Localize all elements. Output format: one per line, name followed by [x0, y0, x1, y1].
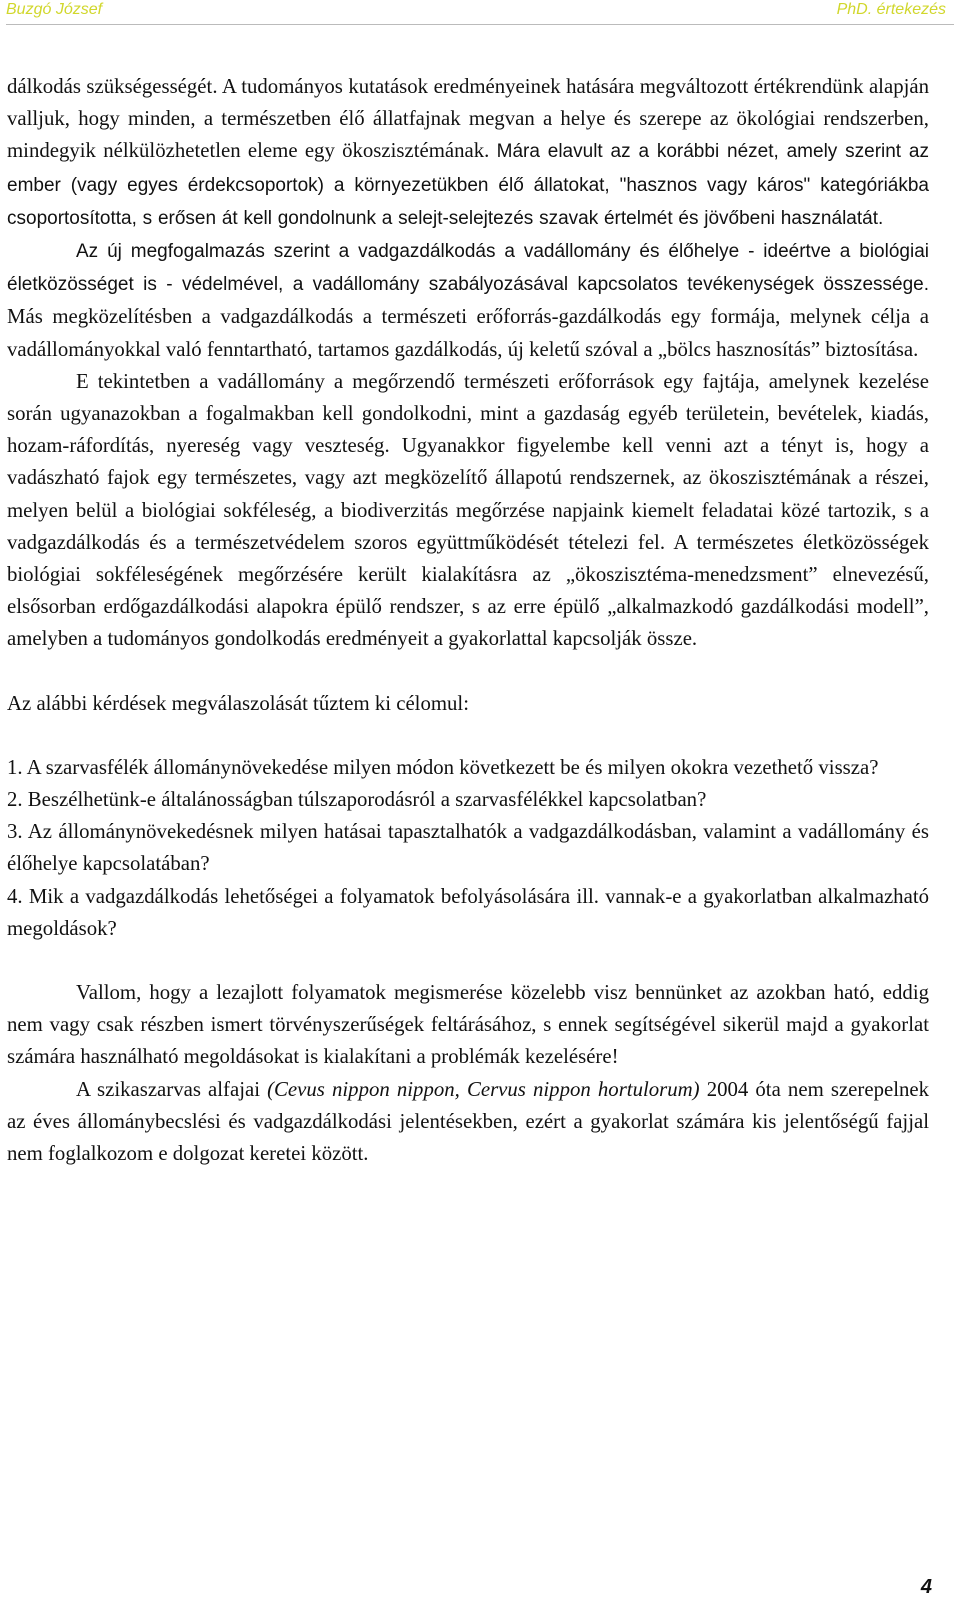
paragraph-2-part-b: Más megközelítésben a vadgazdálkodás a természeti erőforrás-gazdálkodás egy formája, melynek célja a vadállományokkal való fenntartható, tartamos gazdálkodás, új keletű szóval a „bölcs hasznosítás” biztosítása. — [7, 305, 929, 361]
list-item: 4. Mik a vadgazdálkodás lehetőségei a folyamatok befolyásolására ill. vannak-e a gyakorlatban alkalmazható megoldások? — [7, 884, 929, 940]
paragraph-1 — [7, 71, 929, 235]
paragraph-5 — [7, 1074, 929, 1171]
page-number: 4 — [920, 1576, 932, 1598]
paragraph-3: E tekintetben a vadállomány a megőrzendő természeti erőforrások egy fajtája, amelynek kezelése során ugyanazokban a fogalmakban kell gondolkodni, mint a gazdaság egyéb területein, bevételek, kiadás, hozam-ráfordítás, nyereség vagy veszteség. Ugyanakkor figyelembe kell venni azt a tényt is, hogy a vadászható fajok egy természetes, vagy azt megközelítő állapotú rendszernek, az ökoszisztémának a részei, melyen belül a biológiai sokféleség, a biodiverzitás megőrzése napjaink kiemelt feladatai közé tartozik, s a vadgazdálkodás és a természetvédelem szoros együttműködését tételezi fel. A természetes életközösségek biológiai sokféleségének megőrzésére került kialakításra az „ökoszisztéma-menedzsment” elnevezésű, elsősorban erdőgazdálkodási alapokra épülő rendszer, s az erre épülő „alkalmazkodó gazdálkodási modell”, amelyben a tudományos gondolkodás eredményeit a gyakorlattal kapcsolják össze. — [7, 369, 929, 651]
paragraph-4: Vallom, hogy a lezajlott folyamatok megismerése közelebb visz bennünket az azokban ható, eddig nem vagy csak részben ismert törvényszerűségek feltárásához, s ennek segítségével sikerül majd a gyakorlat számára használható megoldásokat is kialakítani a problémák kezelésére! — [7, 981, 929, 1069]
header-divider — [6, 24, 954, 25]
paragraph-2 — [7, 235, 929, 366]
question-list — [7, 752, 929, 945]
list-item: 3. Az állománynövekedésnek milyen hatásai tapasztalhatók a vadgazdálkodásban, valamint a vadállomány és élőhelye kapcsolatában? — [7, 820, 929, 876]
header-doc-type: PhD. értekezés — [836, 1, 946, 18]
questions-intro: Az alábbi kérdések megválaszolását tűztem ki célomul: — [7, 691, 469, 715]
list-item: 1. A szarvasfélék állománynövekedése milyen módon következett be és milyen okokra vezethető vissza? — [7, 755, 879, 779]
paragraph-1-part-a: dálkodás szükségességét. A tudományos kutatások eredményeinek hatására megváltozott értékrendünk alapján valljuk, hogy minden, a természetben élő állatfajnak megvan a helye és szerepe az ökológiai rendszerben, mindegyik nélkülözhetetlen eleme egy ökoszisztémának. — [7, 75, 929, 163]
running-header — [6, 0, 954, 22]
document-body — [7, 71, 929, 1170]
paragraph-2-part-a: Az új megfogalmazás szerint a vadgazdálkodás a vadállomány és élőhelye - ideértve a biológiai életközösséget is - védelmével, a vadállomány szabályozásával kapcsolatos tevékenységek összessége. — [7, 241, 929, 296]
list-item: 2. Beszélhetünk-e általánosságban túlszaporodásról a szarvasfélékkel kapcsolatban? — [7, 788, 707, 812]
paragraph-1-part-b: Mára elavult az a korábbi nézet, amely szerint az ember (vagy egyes érdekcsoportok) a környezetükben élő állatokat, "hasznos vagy káros" kategóriákba csoportosította, s erősen át kell gondolnunk a selejt-selejtezés szavak értelmét és jövőbeni használatát. — [7, 141, 929, 229]
header-author: Buzgó József — [6, 1, 103, 18]
paragraph-5-part-a: A szikaszarvas alfajai — [76, 1077, 268, 1101]
species-names: (Cevus nippon nippon, Cervus nippon hortulorum) — [267, 1077, 700, 1101]
paragraph-5-part-b: 2004 óta nem szerepelnek az éves állománybecslési és vadgazdálkodási jelentésekben, ezért a gyakorlat számára kis jelentőségű fajjal nem foglalkozom e dolgozat keretei között. — [7, 1077, 930, 1166]
